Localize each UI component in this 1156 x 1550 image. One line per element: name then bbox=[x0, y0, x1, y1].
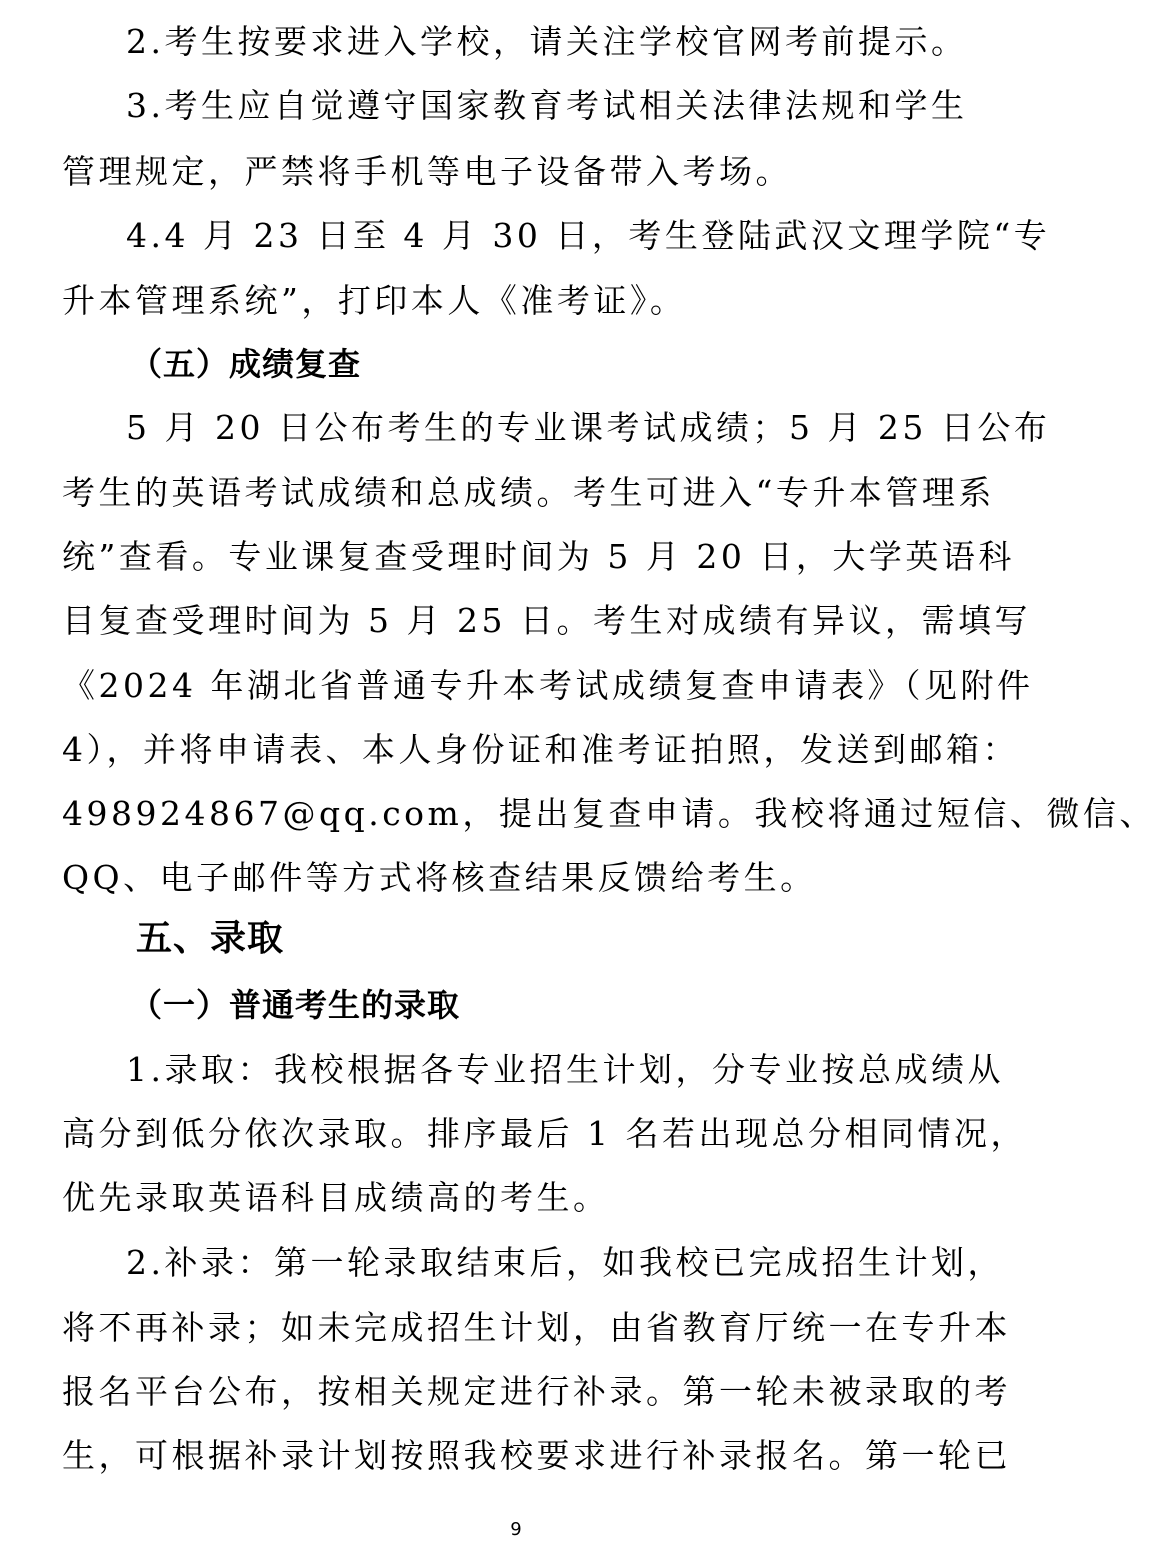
text-line: 2.补录：第一轮录取结束后，如我校已完成招生计划， bbox=[126, 1243, 1004, 1282]
text-line: 将不再补录；如未完成招生计划，由省教育厅统一在专升本 bbox=[62, 1308, 1011, 1347]
text-line: 3.考生应自觉遵守国家教育考试相关法律法规和学生 bbox=[126, 86, 968, 125]
text-line: 5 月 20 日公布考生的专业课考试成绩；5 月 25 日公布 bbox=[126, 408, 1051, 447]
text-line: 《2024 年湖北省普通专升本考试成绩复查申请表》（见附件 bbox=[62, 666, 1034, 705]
text-line: 统”查看。专业课复查受理时间为 5 月 20 日，大学英语科 bbox=[62, 537, 1015, 576]
text-line: 4），并将申请表、本人身份证和准考证拍照，发送到邮箱： bbox=[62, 730, 1019, 769]
text-line: 优先录取英语科目成绩高的考生。 bbox=[62, 1178, 610, 1217]
chapter-heading: 五、录取 bbox=[136, 918, 285, 959]
text-line: QQ、电子邮件等方式将核查结果反馈给考生。 bbox=[62, 858, 817, 897]
section-heading: （五）成绩复查 bbox=[130, 345, 362, 383]
text-line: 报名平台公布，按相关规定进行补录。第一轮未被录取的考 bbox=[62, 1372, 1011, 1411]
text-line: 生，可根据补录计划按照我校要求进行补录报名。第一轮已 bbox=[62, 1436, 1011, 1475]
text-line: 高分到低分依次录取。排序最后 1 名若出现总分相同情况， bbox=[62, 1114, 1027, 1153]
text-line: 1.录取：我校根据各专业招生计划，分专业按总成绩从 bbox=[126, 1050, 1004, 1089]
text-line: 2.考生按要求进入学校，请关注学校官网考前提示。 bbox=[126, 22, 968, 61]
text-line: 考生的英语考试成绩和总成绩。考生可进入“专升本管理系 bbox=[62, 473, 995, 512]
section-heading: （一）普通考生的录取 bbox=[130, 986, 461, 1024]
page-number: 9 bbox=[510, 1519, 522, 1540]
text-line: 目复查受理时间为 5 月 25 日。考生对成绩有异议，需填写 bbox=[62, 601, 1031, 640]
text-line: 管理规定，严禁将手机等电子设备带入考场。 bbox=[62, 152, 792, 191]
text-line: 升本管理系统”，打印本人《准考证》。 bbox=[62, 281, 687, 320]
text-line: 4.4 月 23 日至 4 月 30 日，考生登陆武汉文理学院“专 bbox=[126, 216, 1051, 255]
text-line: 498924867@qq.com，提出复查申请。我校将通过短信、微信、 bbox=[62, 794, 1156, 833]
